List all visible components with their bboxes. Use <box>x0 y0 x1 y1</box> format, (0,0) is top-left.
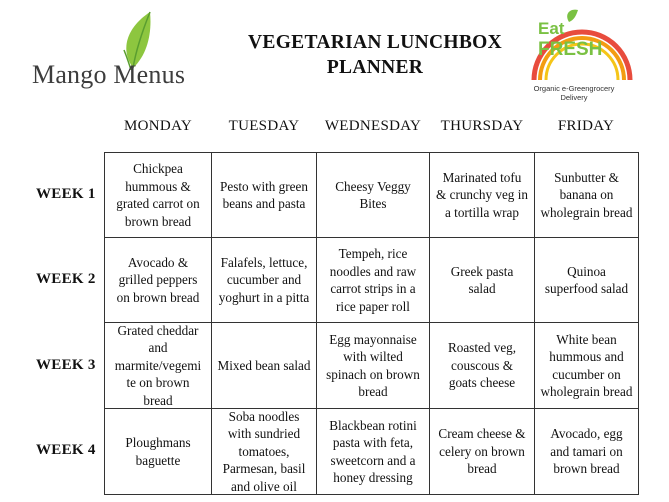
meal-text-line: hummous & <box>125 178 191 194</box>
meal-text-line: Parmesan, basil <box>222 461 306 477</box>
meal-cell-week3-thursday <box>430 323 534 408</box>
meal-cell-week4-tuesday <box>212 409 316 494</box>
page-title <box>210 30 540 80</box>
meal-text-line: & crunchy veg in <box>436 187 528 203</box>
meal-text-line: Falafels, lettuce, <box>220 254 308 270</box>
tagline <box>524 84 624 102</box>
week-label-1: WEEK 1 <box>36 186 96 202</box>
meal-text <box>219 254 309 307</box>
tagline-line-2: Delivery <box>560 93 588 102</box>
meal-cell-week2-thursday <box>430 238 534 322</box>
meal-text <box>335 178 411 213</box>
meal-text-line: Ploughmans <box>125 435 191 450</box>
title-line-2: PLANNER <box>326 57 424 78</box>
week-label-3: WEEK 3 <box>36 357 96 373</box>
meal-text-line: Roasted veg, <box>447 340 517 356</box>
meal-cell-week3-wednesday <box>317 323 429 408</box>
meal-cell-week4-friday <box>535 409 638 494</box>
meal-text <box>117 254 200 307</box>
meal-text-line: couscous & <box>451 357 513 373</box>
meal-text <box>115 322 201 410</box>
meal-cell-week1-wednesday <box>317 153 429 237</box>
meal-text <box>436 169 528 222</box>
meal-text <box>541 169 633 222</box>
meal-cell-week2-wednesday <box>317 238 429 322</box>
meal-text-line: wholegrain bread <box>540 204 633 220</box>
eat-fresh-logo <box>524 8 644 108</box>
meal-text-line: sweetcorn and a <box>330 452 416 468</box>
meal-text <box>330 245 416 315</box>
meal-text-line: Pesto with green <box>220 178 308 194</box>
meal-text-line: grated carrot on <box>116 196 200 211</box>
day-header-tuesday: TUESDAY <box>228 118 300 134</box>
meal-text-line: te on brown <box>126 375 190 391</box>
meal-cell-week1-friday <box>535 153 638 237</box>
meal-text <box>545 263 628 298</box>
meal-text-line: Mixed bean salad <box>217 357 311 373</box>
meal-cell-week2-monday <box>105 238 211 322</box>
meal-text-line: and olive oil <box>231 478 297 494</box>
meal-text-line: Sunbutter & <box>554 169 619 185</box>
meal-text-line: grilled peppers <box>118 272 198 288</box>
meal-text-line: and tamari on <box>550 443 623 459</box>
meal-text-line: wholegrain bread <box>540 384 633 399</box>
meal-text-line: Cheesy Veggy <box>335 178 411 194</box>
meal-text-line: honey dressing <box>333 470 413 485</box>
mango-menus-logo <box>28 10 228 90</box>
meal-text-line: marmite/vegemi <box>114 357 202 373</box>
tagline-line-1: Organic e-Greengrocery <box>533 84 615 93</box>
meal-text <box>550 425 623 478</box>
meal-text-line: Soba noodles <box>228 408 300 424</box>
meal-text <box>223 408 306 496</box>
grid-line <box>638 152 639 495</box>
meal-text <box>438 425 525 478</box>
meal-cell-week4-monday <box>105 409 211 494</box>
meal-text-line: celery on brown <box>439 443 525 459</box>
meal-text-line: Bites <box>359 196 387 211</box>
meal-text-line: goats cheese <box>448 375 516 391</box>
meal-text-line: Greek pasta <box>450 263 514 279</box>
meal-text-line: bread <box>143 392 173 408</box>
day-header-friday: FRIDAY <box>557 118 615 134</box>
meal-text-line: Cream cheese & <box>438 426 526 442</box>
meal-text-line: Avocado & <box>127 254 189 270</box>
meal-cell-week2-friday <box>535 238 638 322</box>
day-header-monday: MONDAY <box>124 118 192 134</box>
meal-text-line: banana on <box>559 187 614 203</box>
meal-cell-week3-friday <box>535 323 638 408</box>
meal-text-line: White bean <box>556 331 617 347</box>
meal-text-line: Grated cheddar <box>117 322 199 338</box>
meal-text-line: Tempeh, rice <box>338 246 408 261</box>
brand-left-text: Mango Menus <box>32 60 186 89</box>
meal-text <box>451 263 514 298</box>
meal-text <box>116 160 199 230</box>
meal-text-line: on brown bread <box>116 289 200 305</box>
meal-text-line: rice paper roll <box>336 298 410 314</box>
meal-text-line: carrot strips in a <box>330 281 416 296</box>
day-header-thursday: THURSDAY <box>440 118 524 134</box>
meal-text-line: beans and pasta <box>222 196 306 211</box>
meal-text-line: pasta with feta, <box>332 435 414 450</box>
meal-text <box>220 178 308 213</box>
meal-text-line: brown bread <box>553 461 620 477</box>
meal-text <box>217 357 310 375</box>
day-header-wednesday: WEDNESDAY <box>324 118 422 134</box>
meal-text-line: Avocado, egg <box>550 426 623 442</box>
meal-cell-week1-thursday <box>430 153 534 237</box>
meal-text-line: Quinoa <box>567 263 606 279</box>
grid-line <box>104 494 639 495</box>
eat-text: Eat <box>538 19 565 38</box>
meal-text-line: Blackbean rotini <box>329 417 417 433</box>
meal-text-line: bread <box>358 384 388 399</box>
meal-text-line: bread <box>467 461 497 477</box>
meal-text-line: with sundried <box>227 426 301 442</box>
meal-cell-week4-thursday <box>430 409 534 494</box>
meal-text <box>326 331 420 401</box>
meal-text-line: and <box>148 340 168 356</box>
meal-text-line: salad <box>468 281 496 296</box>
meal-text <box>125 434 190 469</box>
week-label-2: WEEK 2 <box>36 271 96 287</box>
meal-text <box>541 331 633 401</box>
meal-text-line: cucumber on <box>552 366 621 382</box>
meal-text-line: spinach on brown <box>326 366 420 382</box>
meal-text-line: noodles and raw <box>329 263 417 279</box>
meal-text-line: cucumber and <box>226 272 302 288</box>
meal-text-line: Chickpea <box>133 161 183 176</box>
meal-text-line: with wilted <box>343 349 403 364</box>
meal-text-line: tomatoes, <box>238 443 290 459</box>
meal-text-line: superfood salad <box>544 281 629 296</box>
meal-text-line: yoghurt in a pitta <box>218 289 310 305</box>
fresh-text: FRESH <box>538 39 603 60</box>
meal-cell-week3-tuesday <box>212 323 316 408</box>
meal-cell-week2-tuesday <box>212 238 316 322</box>
meal-text-line: brown bread <box>124 213 192 229</box>
meal-text-line: baguette <box>135 452 181 468</box>
meal-text-line: Marinated tofu <box>442 169 522 185</box>
meal-cell-week3-monday <box>105 323 211 408</box>
meal-grid <box>104 152 639 495</box>
meal-text <box>329 417 417 487</box>
week-label-4: WEEK 4 <box>36 442 96 458</box>
meal-text-line: Egg mayonnaise <box>329 331 417 347</box>
meal-cell-week4-wednesday <box>317 409 429 494</box>
meal-cell-week1-tuesday <box>212 153 316 237</box>
meal-text-line: a tortilla wrap <box>445 204 519 220</box>
meal-text <box>448 339 516 392</box>
meal-cell-week1-monday <box>105 153 211 237</box>
meal-text-line: hummous and <box>549 349 624 364</box>
title-line-1: VEGETARIAN LUNCHBOX <box>248 32 502 53</box>
